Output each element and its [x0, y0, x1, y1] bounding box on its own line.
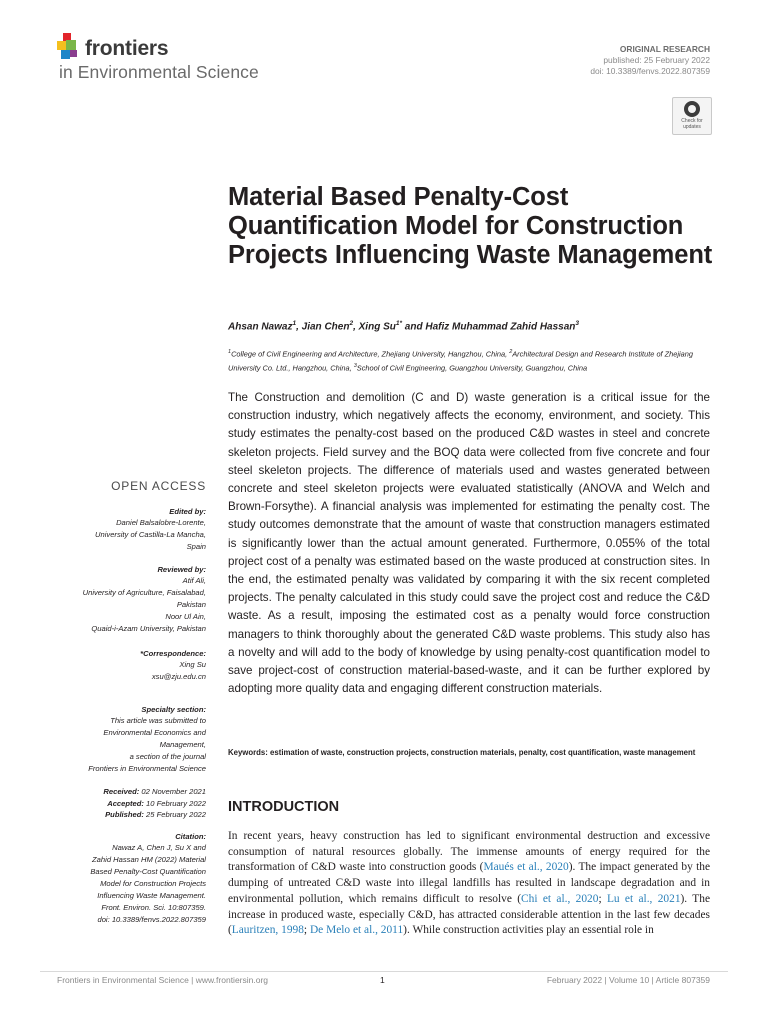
citation-link[interactable]: De Melo et al., 2011 [309, 924, 404, 937]
journal-logo[interactable] [57, 33, 317, 83]
citation-link[interactable]: Lu et al., 2021 [606, 892, 681, 905]
intro-text-segment: ). While construction activities play an essential role in [403, 924, 654, 937]
citation-line: doi: 10.3389/fenvs.2022.807359 [97, 915, 206, 924]
intro-text-segment: ; [598, 892, 607, 905]
affiliation-text: School of Civil Engineering, Guangzhou University, Guangzhou, China [356, 363, 588, 373]
date-value: 25 February 2022 [143, 810, 206, 819]
affiliation-text: College of Civil Engineering and Architecture, Zhejiang University, Hangzhou, China, [231, 349, 510, 359]
date-row [103, 786, 206, 798]
open-access-label: OPEN ACCESS [111, 479, 206, 493]
citation-line: Front. Environ. Sci. 10:807359. [101, 903, 206, 912]
published-date: published: 25 February 2022 [603, 55, 710, 65]
page-number: 1 [380, 975, 385, 985]
citation-info [90, 831, 206, 926]
citation-link[interactable]: Lauritzen, 1998 [231, 924, 304, 937]
author-name[interactable]: Ahsan Nawaz [228, 321, 293, 333]
reviewer-line: University of Agriculture, Faisalabad, [82, 588, 206, 597]
specialty-line: Environmental Economics and [103, 728, 206, 737]
correspondence-label: *Correspondence: [140, 649, 206, 658]
citation-label: Citation: [175, 832, 206, 841]
intro-text-segment: ). The increase in produced waste, especially C&D, has attracted considerable attention in the last few decades ( [228, 892, 710, 937]
correspondence-info [140, 648, 206, 683]
article-title: Material Based Penalty-Cost Quantification Model for Construction Projects Influencing Waste Management [228, 183, 713, 269]
reviewer-line: Atif Ali, [182, 576, 206, 585]
editor-line: Spain [186, 542, 206, 551]
citation-line: Model for Construction Projects [100, 879, 206, 888]
journal-name: in Environmental Science [59, 62, 259, 82]
citation-line: Zahid Hassan HM (2022) Material [92, 855, 206, 864]
article-meta [590, 44, 710, 77]
date-label: Received: [103, 787, 140, 796]
author-affiliation-marker: 1 [292, 320, 297, 327]
specialty-line: Frontiers in Environmental Science [88, 764, 206, 773]
article-type: ORIGINAL RESEARCH [619, 44, 710, 54]
affiliation-marker: 1 [228, 349, 232, 355]
specialty-line: Management, [159, 740, 206, 749]
keywords-label: Keywords: [228, 748, 268, 757]
correspondence-name: Xing Su [179, 660, 206, 669]
affiliation-marker: 2 [509, 349, 513, 355]
editor-info [95, 506, 206, 553]
affiliations [228, 346, 718, 375]
check-for-updates-badge[interactable] [672, 97, 712, 135]
specialty-line: This article was submitted to [110, 716, 206, 725]
reviewer-line: Noor Ul Ain, [165, 612, 206, 621]
date-label: Published: [105, 810, 144, 819]
footer-divider [40, 971, 728, 972]
intro-text-segment: In recent years, heavy construction has led to significant environmental destruction and excessive consumption of natural resources globally. The immense amounts of energy required for the transformation of C&D waste into construction goods ( [228, 830, 710, 874]
citation-line: Nawaz A, Chen J, Su X and [112, 843, 206, 852]
check-updates-icon [684, 101, 700, 117]
reviewer-line: Quaid-i-Azam University, Pakistan [91, 624, 206, 633]
edited-by-label: Edited by: [169, 507, 206, 516]
reviewed-by-label: Reviewed by: [157, 565, 206, 574]
edited-by-lines [95, 517, 206, 553]
intro-text-segment: ; [303, 924, 310, 937]
date-label: Accepted: [107, 798, 144, 808]
author-name[interactable]: Hafiz Muhammad Zahid Hassan [425, 321, 576, 333]
abstract: The Construction and demolition (C and D) waste generation is a critical issue for the construction industry, which negatively affects the economy, environment, and society. This study estimates the penalty-cost based on the produced C&D wastes in steel and concrete skeleton projects. Field survey and the BOQ data were collected from five concrete and four steel skeleton projects. The difference of materials used and wastes generated between concrete and steel skeleton projects were evaluated statistically (ANOVA and Welch and Brown-Forsythe). A financial analysis was implemented for estimating the penalty cost. The study outcomes demonstrate that the amount of waste that construction managers estimated is significantly lower than the actual amount generated. Furthermore, 0.055% of the total project cost of a penalty was estimated based on the waste produced at construction sites. In the end, the estimated penalty was validated by comparing it with the six recent completed projects. The penalty calculated in this study could save the project cost and reduce the C&D waste. As a result, imposing the estimated cost as a penalty would force construction managers to think thoroughly about the generated C&D waste problems. This study also has a novelty and will add to the body of knowledge by using penalty-cost quantification model to save project-cost of construction material-based-waste, and it can be further explored by adopting more quality data and engaging different construction materials. [228, 391, 710, 696]
specialty-label: Specialty section: [141, 705, 206, 714]
intro-text-segment: ). The impact generated by the dumping of untreated C&D waste into illegal landfills has resulted in landscape degradation and in environmental pollution, which remains difficult to resolve ( [228, 861, 711, 905]
citation-link[interactable]: Chi et al., 2020 [521, 892, 599, 905]
specialty-section [88, 704, 206, 775]
author-name[interactable]: Jian Chen [301, 321, 350, 333]
citation-lines [90, 842, 206, 926]
date-value: 02 November 2021 [139, 787, 206, 796]
specialty-line: a section of the journal [129, 752, 206, 761]
section-heading-introduction: INTRODUCTION [228, 799, 340, 815]
author-name[interactable]: Xing Su [358, 321, 396, 333]
keywords-list: estimation of waste, construction projects, construction materials, penalty, cost quantification, waste management [270, 748, 696, 757]
citation-link[interactable]: Maués et al., 2020 [483, 861, 569, 874]
affiliation-text: Architectural Design and Research Institute of Zhejiang University Co. Ltd., Hangzhou, China, [228, 349, 694, 373]
reviewer-info [83, 564, 206, 635]
check-updates-label: Check for updates [681, 118, 703, 130]
specialty-lines [88, 715, 206, 775]
date-row [103, 798, 206, 810]
article-dates [103, 786, 206, 821]
date-value: 10 February 2022 [143, 798, 206, 808]
date-row [103, 809, 206, 821]
introduction-text [228, 829, 710, 939]
affiliation-marker: 3 [353, 363, 357, 370]
author-list: Ahsan Nawaz$^1$, Jian Chen$^2$, Xing $Su^{1*}$ and Hafiz Muhammad Zahid Hassan$^3$ [228, 320, 580, 333]
reviewed-by-lines [83, 575, 206, 635]
brand-name: frontiers [85, 37, 169, 60]
keywords [228, 747, 710, 759]
footer-issue-info: February 2022 | Volume 10 | Article 807359 [546, 975, 710, 985]
reviewer-line: Pakistan [176, 600, 206, 609]
citation-line: Influencing Waste Management. [97, 891, 206, 900]
editor-line: University of Castilla-La Mancha, [95, 530, 206, 539]
correspondence-email[interactable]: xsu@zju.edu.cn [151, 672, 206, 681]
article-doi[interactable]: doi: 10.3389/fenvs.2022.807359 [590, 66, 710, 76]
author-affiliation-marker: 1* [395, 320, 403, 327]
footer-journal-link[interactable]: Frontiers in Environmental Science | www.frontiersin.org [57, 975, 269, 985]
author-affiliation-marker: 2 [349, 320, 354, 327]
editor-line: Daniel Balsalobre-Lorente, [116, 518, 206, 527]
author-affiliation-marker: 3 [575, 320, 580, 327]
citation-line: Based Penalty-Cost Quantification [90, 867, 206, 876]
